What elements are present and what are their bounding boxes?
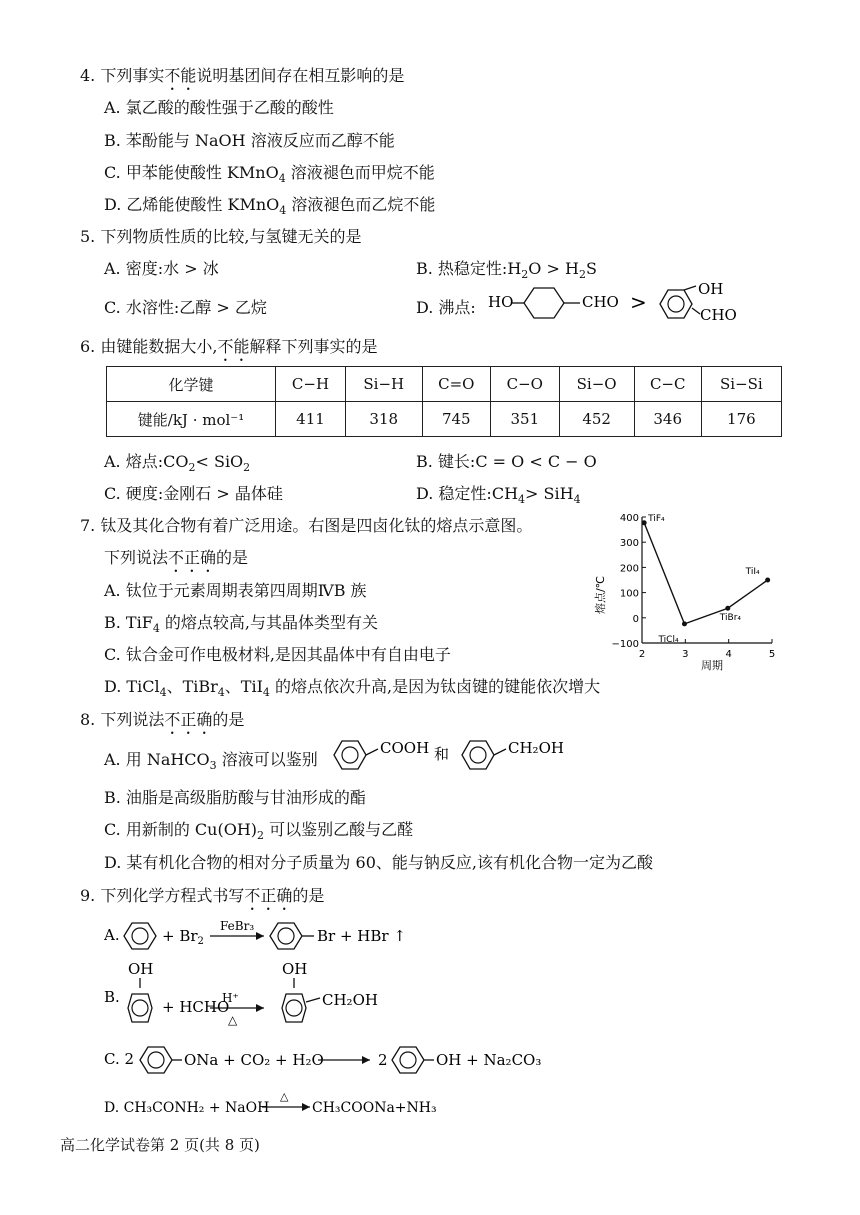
point-label: TiCl₄ bbox=[658, 634, 679, 645]
q6-option-d: D. 稳定性$:CH_4> SiH_4$ bbox=[416, 484, 581, 507]
q8-option-a: A. 用 NaHCO$_3$ 溶液可以鉴别 bbox=[104, 750, 318, 773]
y-tick-label: 300 bbox=[619, 538, 639, 550]
svg-text:ONa + CO₂ + H₂O: ONa + CO₂ + H₂O bbox=[184, 1051, 324, 1069]
q8-option-b: B. 油脂是高级脂肪酸与甘油形成的酯 bbox=[104, 788, 366, 807]
q5-stem: 5. 下列物质性质的比较,与氢键无关的是 bbox=[80, 227, 362, 246]
svg-text:OH: OH bbox=[128, 960, 154, 978]
benzene-ring-icon bbox=[392, 1047, 424, 1073]
q9-stem: 9. 下列化学方程式书写不正确的是 bbox=[80, 886, 325, 905]
q7-option-a: A. 钛位于元素周期表第四周期ⅣB 族 bbox=[104, 581, 367, 600]
chart-xlabel: 周期 bbox=[701, 659, 723, 672]
q4-stem: 4. 下列事实不能说明基团间存在相互影响的是 bbox=[80, 66, 405, 85]
table-row bbox=[107, 367, 782, 402]
q6-option-c: C. 硬度:金刚石 > 晶体硅 bbox=[104, 484, 283, 503]
melting-point-chart bbox=[584, 505, 784, 677]
q9-option-c bbox=[104, 1040, 564, 1080]
table-cell: 452 bbox=[559, 402, 634, 437]
q8-stem: 8. 下列说法不正确的是 bbox=[80, 710, 245, 729]
q5-option-a: A. 密度:水 > 冰 bbox=[104, 259, 219, 278]
q5-d-ho: HO bbox=[488, 293, 514, 311]
q7-option-b: B. TiF$_4$ 的熔点较高,与其晶体类型有关 bbox=[104, 613, 379, 636]
q5-d-cho2: CHO bbox=[700, 306, 737, 324]
table-cell: 351 bbox=[491, 402, 560, 437]
q7-option-c: C. 钛合金可作电极材料,是因其晶体中有自由电子 bbox=[104, 645, 451, 664]
svg-text:CH₃COONa+NH₃: CH₃COONa+NH₃ bbox=[312, 1100, 437, 1116]
q5-option-c: C. 水溶性:乙醇 > 乙烷 bbox=[104, 298, 267, 317]
svg-text:H⁺: H⁺ bbox=[222, 991, 239, 1005]
arrow-icon bbox=[256, 1004, 264, 1012]
table-cell: C−H bbox=[276, 367, 346, 402]
table-cell: 318 bbox=[345, 402, 422, 437]
q5-d-gt: > bbox=[630, 290, 647, 314]
svg-text:CH₂OH: CH₂OH bbox=[322, 991, 378, 1009]
svg-text:OH + Na₂CO₃: OH + Na₂CO₃ bbox=[436, 1051, 542, 1069]
q5-option-d-label: D. 沸点: bbox=[416, 298, 476, 317]
q4-option-c: C. 甲苯能使酸性 KMnO$_4$ 溶液褪色而甲烷不能 bbox=[104, 163, 435, 186]
svg-text:+ HCHO: + HCHO bbox=[162, 998, 230, 1016]
benzene-ring-icon bbox=[270, 923, 302, 949]
benzene-ring-icon bbox=[660, 290, 692, 318]
table-cell: 176 bbox=[701, 402, 781, 437]
benzene-ring-icon bbox=[124, 923, 156, 949]
q9-option-b bbox=[104, 958, 424, 1028]
data-point bbox=[765, 578, 770, 583]
chart-marks bbox=[642, 514, 771, 645]
svg-text:D. CH₃CONH₂ + NaOH: D. CH₃CONH₂ + NaOH bbox=[104, 1100, 270, 1116]
y-tick-label: −100 bbox=[611, 639, 639, 650]
arrow-icon bbox=[302, 1103, 310, 1111]
page-footer: 高二化学试卷第 2 页(共 8 页) bbox=[60, 1136, 260, 1154]
svg-text:△: △ bbox=[280, 1090, 289, 1103]
q5-d-oh: OH bbox=[698, 282, 724, 298]
y-tick-label: 0 bbox=[632, 613, 639, 625]
chart-ylabel: 熔点/℃ bbox=[594, 575, 607, 615]
q6-option-b: B. 键长:C = O < C − O bbox=[416, 452, 597, 471]
q6-option-a: A. 熔点$:CO_2< SiO_2$ bbox=[104, 452, 251, 475]
benzene-ring-icon bbox=[334, 741, 366, 769]
table-header-cell: 键能/kJ · mol⁻¹ bbox=[107, 402, 276, 437]
y-tick-label: 200 bbox=[619, 563, 639, 575]
arrow-icon bbox=[256, 932, 264, 940]
y-tick-label: 100 bbox=[619, 588, 639, 600]
q7-substem: 下列说法不正确的是 bbox=[104, 548, 249, 567]
table-cell: Si−H bbox=[345, 367, 422, 402]
data-point bbox=[642, 520, 647, 525]
q5-d-cho: CHO bbox=[582, 293, 619, 311]
table-header-cell: 化学键 bbox=[107, 367, 276, 402]
x-tick-label: 5 bbox=[768, 649, 776, 660]
q5-option-b: B. 热稳定性$:H_2O > H_2S$ bbox=[416, 259, 597, 282]
table-row bbox=[107, 402, 782, 437]
q8-option-c: C. 用新制的 $Cu(OH)_2$ 可以鉴别乙酸与乙醛 bbox=[104, 820, 414, 843]
q8-a-structures bbox=[330, 733, 580, 773]
svg-text:OH: OH bbox=[282, 960, 308, 978]
q8-a-and: 和 bbox=[434, 745, 450, 763]
x-tick-label: 2 bbox=[638, 649, 646, 660]
table-cell: C−O bbox=[491, 367, 560, 402]
svg-text:A.: A. bbox=[104, 926, 120, 944]
point-label: TiF₄ bbox=[648, 513, 665, 524]
svg-text:△: △ bbox=[228, 1013, 238, 1027]
x-tick-label: 4 bbox=[725, 649, 732, 660]
chart-axes bbox=[612, 513, 776, 660]
point-label: TiI₄ bbox=[745, 567, 760, 577]
benzene-ring-icon bbox=[462, 741, 494, 769]
point-label: TiBr₄ bbox=[719, 613, 742, 624]
y-tick-label: 400 bbox=[619, 513, 639, 524]
q8-option-d: D. 某有机化合物的相对分子质量为 60、能与钠反应,该有机化合物一定为乙酸 bbox=[104, 853, 653, 872]
q7-stem: 7. 钛及其化合物有着广泛用途。右图是四卤化钛的熔点示意图。 bbox=[80, 516, 533, 535]
q4-option-b: B. 苯酚能与 NaOH 溶液反应而乙醇不能 bbox=[104, 131, 395, 150]
svg-text:+ Br2: + $Br_2$ bbox=[162, 927, 204, 947]
svg-text:Br + HBr ↑: Br + HBr ↑ bbox=[317, 927, 406, 945]
data-point bbox=[682, 621, 687, 626]
table-cell: 411 bbox=[276, 402, 346, 437]
table-cell: Si−Si bbox=[701, 367, 781, 402]
svg-text:FeBr₃: FeBr₃ bbox=[220, 919, 255, 933]
x-tick-label: 3 bbox=[682, 649, 689, 660]
q4-option-d: D. 乙烯能使酸性 KMnO$_4$ 溶液褪色而乙烷不能 bbox=[104, 195, 436, 218]
q9-option-a bbox=[104, 916, 434, 956]
q6-stem: 6. 由键能数据大小,不能解释下列事实的是 bbox=[80, 337, 378, 356]
q8-a-cooh: COOH bbox=[380, 739, 430, 757]
table-cell: Si−O bbox=[559, 367, 634, 402]
q4-option-a: A. 氯乙酸的酸性强于乙酸的酸性 bbox=[104, 98, 334, 117]
q8-a-ch2oh: CH₂OH bbox=[508, 739, 564, 757]
svg-text:B.: B. bbox=[104, 988, 120, 1006]
data-point bbox=[725, 606, 730, 611]
table-cell: 745 bbox=[422, 402, 491, 437]
table-cell: C−C bbox=[634, 367, 701, 402]
bond-energy-table bbox=[106, 366, 782, 437]
arrow-icon bbox=[362, 1056, 370, 1064]
svg-text:2: 2 bbox=[378, 1051, 388, 1069]
q5-option-d-structures bbox=[488, 282, 758, 334]
table-cell: C=O bbox=[422, 367, 491, 402]
table-cell: 346 bbox=[634, 402, 701, 437]
benzene-ring-icon bbox=[140, 1047, 172, 1073]
q7-option-d: D. TiCl$_4$、TiBr$_4$、TiI$_4$ 的熔点依次升高,是因为钛卤键的键能依次增大 bbox=[104, 677, 601, 700]
q9-option-d bbox=[104, 1088, 524, 1122]
svg-text:C. 2: C. 2 bbox=[104, 1050, 135, 1068]
benzene-ring-icon bbox=[524, 288, 564, 318]
